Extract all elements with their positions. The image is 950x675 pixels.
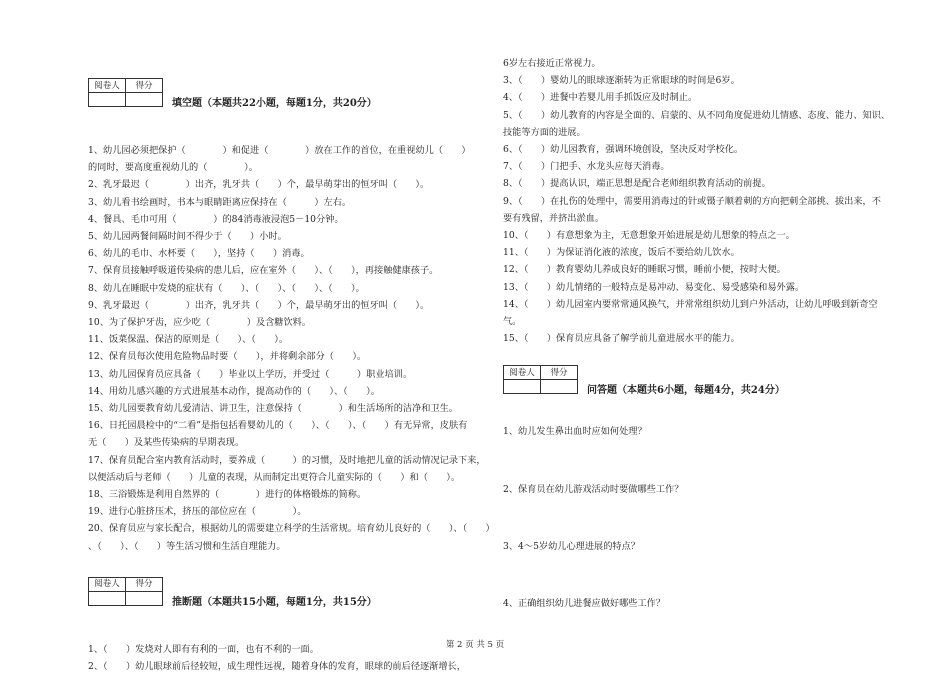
question-line: 6、幼儿的毛巾、水杯要（ ），坚持（ ）消毒。 bbox=[88, 248, 310, 260]
question-line: 无（ ）及某些传染病的早期表现。 bbox=[88, 437, 245, 449]
question-line: 的同时，要高度重视幼儿的（ ）。 bbox=[88, 162, 258, 174]
question-line: 2、（ ）幼儿眼球前后径较短，成生理性远视，随着身体的发育，眼球的前后径逐渐增长， bbox=[88, 661, 466, 673]
score-box bbox=[88, 78, 163, 107]
question-line: 1、（ ）发烧对人即有有利的一面，也有不利的一面。 bbox=[88, 643, 319, 655]
qa-section-title: 问答题（本题共6小题，每题4分，共24分） bbox=[587, 385, 785, 397]
score-box bbox=[88, 577, 163, 606]
question-line: 20、保育员应与家长配合，根据幼儿的需要建立科学的生活常规。培育幼儿良好的（ ）、（ ） bbox=[88, 523, 495, 535]
question-line: 13、幼儿园保育员应具备（ ）毕业以上学历，并受过（ ）职业培训。 bbox=[88, 368, 413, 380]
score-label: 得分 bbox=[126, 79, 163, 93]
question-line: 4、（ ）进餐中若婴儿用手抓饭应及时制止。 bbox=[503, 92, 698, 104]
question-line: 11、饭菜保温、保洁的原则是（ ）、（ ）。 bbox=[88, 334, 289, 346]
question-line: 15、（ ）保育员应具备了解学前儿童进展水平的能力。 bbox=[503, 333, 740, 345]
score-box bbox=[503, 365, 578, 394]
grader-label: 阅卷人 bbox=[89, 577, 126, 591]
question-line: 气。 bbox=[503, 316, 522, 328]
score-cell bbox=[541, 380, 578, 394]
fill-question-list bbox=[88, 142, 495, 555]
question-line: 4、餐具、毛巾可用（ ）的84消毒液浸泡5－10分钟。 bbox=[88, 213, 344, 225]
qa-question-list bbox=[503, 423, 903, 612]
question-line: 8、（ ）提高认识，端正思想是配合老师组织教育活动的前提。 bbox=[503, 178, 771, 190]
question-line: 8、幼儿在睡眠中发烧的症状有（ ）、（ ）、（ ）、（ ）。 bbox=[88, 282, 365, 294]
grader-label: 阅卷人 bbox=[504, 366, 541, 380]
question-line: 5、幼儿园两餐间隔时间不得少于（ ）小时。 bbox=[88, 231, 287, 243]
question-line: 18、三浴锻炼是利用自然界的（ ）进行的体格锻炼的简称。 bbox=[88, 489, 367, 501]
question-line: 6岁左右接近正常视力。 bbox=[503, 58, 601, 69]
grader-cell bbox=[504, 380, 541, 394]
question-line: 7、保育员接触呼吸道传染病的患儿后，应在室外（ ）、（ ），再接触健康孩子。 bbox=[88, 265, 439, 277]
question-line: 6、（ ）幼儿园教育，强调环境创设，坚决反对学校化。 bbox=[503, 144, 744, 156]
question-line: 2、乳牙最迟（ ）出齐，乳牙共（ ）个，最早萌芽出的恒牙叫（ ）。 bbox=[88, 179, 430, 191]
question-line: 17、保育员配合室内教育活动时，要养成（ ）的习惯，及时地把儿童的活动情况记录下来， bbox=[88, 454, 486, 466]
question-line: 技能等方面的进展。 bbox=[503, 126, 586, 138]
qa-section-header bbox=[503, 365, 903, 405]
grader-label: 阅卷人 bbox=[89, 79, 126, 93]
score-cell bbox=[126, 591, 163, 605]
question-line: 14、用幼儿感兴趣的方式进展基本动作，提高动作的（ ）、（ ）。 bbox=[88, 385, 380, 397]
judge-question-list-right bbox=[503, 55, 903, 347]
question-line: 12、（ ）教育婴幼儿养成良好的睡眠习惯，睡前小便，按时大便。 bbox=[503, 264, 786, 276]
question-line: 7、（ ）门把手、水龙头应每天消毒。 bbox=[503, 161, 670, 173]
question-line: 要有残留，并挤出淤血。 bbox=[503, 212, 605, 224]
qa-question: 4、正确组织幼儿进餐应做好哪些工作？ bbox=[503, 598, 666, 610]
grader-cell bbox=[89, 93, 126, 107]
fill-section-title: 填空题（本题共22小题，每题1分，共20分） bbox=[172, 98, 377, 109]
question-line: 9、（ ）在扎伤的处理中，需要用消毒过的针或镊子顺着刺的方向把刺全部挑、拔出来，不 bbox=[503, 195, 881, 207]
question-line: 14、（ ）幼儿园室内要常常通风换气，并常常组织幼儿到户外活动，让幼儿呼吸到新奇空 bbox=[503, 298, 878, 310]
right-column bbox=[503, 55, 903, 652]
qa-question: 3、4～5岁幼儿心理进展的特点？ bbox=[503, 540, 640, 552]
question-line: 13、（ ）幼儿情绪的一般特点是易冲动、易变化、易受感染和易外露。 bbox=[503, 281, 805, 293]
question-line: 15、幼儿园要教育幼儿爱清洁、讲卫生，注意保持（ ）和生活场所的洁净和卫生。 bbox=[88, 403, 459, 415]
score-label: 得分 bbox=[541, 366, 578, 380]
fill-section-header bbox=[88, 78, 488, 118]
judge-section-header bbox=[88, 577, 488, 617]
grader-cell bbox=[89, 591, 126, 605]
question-line: 16、日托园晨检中的“二看”是指包括看婴幼儿的（ ）、（ ）、（ ）有无异常，皮肤有 bbox=[88, 420, 468, 432]
question-line: 5、（ ）幼儿教育的内容是全面的、启蒙的、从不同角度促进幼儿情感、态度、能力、知识、 bbox=[503, 109, 891, 121]
question-line: 10、为了保护牙齿，应少吃（ ）及含糖饮料。 bbox=[88, 317, 312, 329]
question-line: 19、进行心脏挤压术，挤压的部位应在（ ）。 bbox=[88, 506, 307, 518]
qa-question: 2、保育员在幼儿游戏活动时要做哪些工作？ bbox=[503, 483, 684, 495]
qa-question: 1、幼儿发生鼻出血时应如何处理？ bbox=[503, 426, 647, 438]
question-line: 以便活动后与老师（ ）儿童的表现，从而制定出更符合儿童实际的（ ）和（ ）。 bbox=[88, 471, 461, 483]
question-line: 、（ ）、（ ）等生活习惯和生活自理能力。 bbox=[88, 540, 286, 552]
question-line: 3、（ ）婴幼儿的眼球逐渐转为正常眼球的时间是6岁。 bbox=[503, 75, 740, 87]
page-footer: 第 2 页 共 5 页 bbox=[445, 640, 505, 650]
score-label: 得分 bbox=[126, 577, 163, 591]
question-line: 1、幼儿园必须把保护（ ）和促进（ ）放在工作的首位，在重视幼儿（ ） bbox=[88, 145, 471, 156]
question-line: 3、幼儿看书绘画时，书本与眼睛距离应保持在（ ）左右。 bbox=[88, 196, 352, 208]
question-line: 10、（ ）有意想象为主，无意想象开始进展是幼儿想象的特点之一。 bbox=[503, 230, 795, 242]
question-line: 12、保育员每次使用危险物品时要（ ），并将剩余部分（ ）。 bbox=[88, 351, 367, 363]
score-cell bbox=[126, 93, 163, 107]
left-column bbox=[88, 78, 495, 675]
judge-section-title: 推断题（本题共15小题，每题1分，共15分） bbox=[172, 596, 377, 608]
question-line: 11、（ ）为保证消化液的浓度，饭后不要给幼儿饮水。 bbox=[503, 247, 740, 259]
question-line: 9、乳牙最迟（ ）出齐，乳牙共（ ）个，最早萌牙出的恒牙叫（ ）。 bbox=[88, 299, 430, 311]
